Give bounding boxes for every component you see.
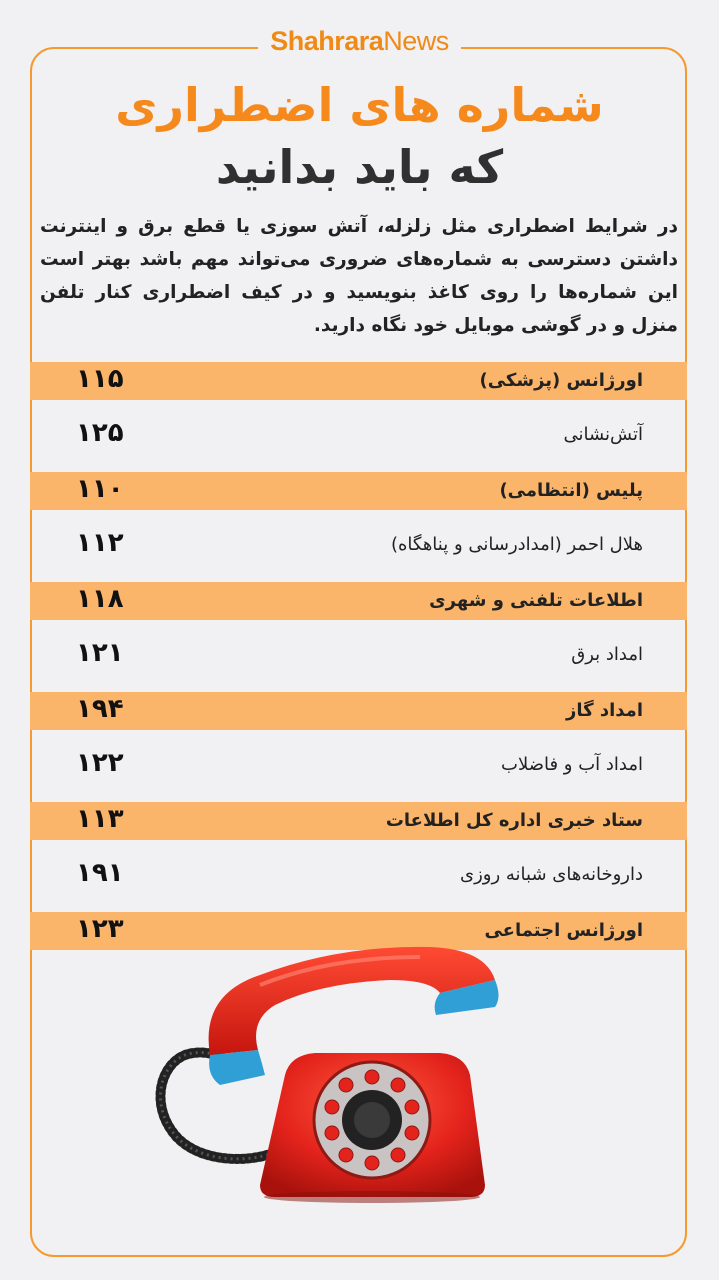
service-number: ۱۱۸ bbox=[76, 584, 124, 614]
page-subtitle: که باید بدانید bbox=[215, 140, 504, 194]
table-row bbox=[30, 400, 687, 472]
table-row bbox=[30, 730, 687, 802]
service-label: پلیس (انتظامی) bbox=[499, 480, 643, 501]
service-label: ستاد خبری اداره کل اطلاعات bbox=[385, 810, 643, 831]
table-row bbox=[30, 510, 687, 582]
brand-logo: ShahraraNews bbox=[0, 26, 719, 57]
service-label: امداد برق bbox=[571, 644, 643, 665]
rotary-telephone-icon bbox=[140, 935, 520, 1205]
service-number: ۱۱۳ bbox=[76, 804, 124, 834]
emergency-numbers-table bbox=[30, 362, 687, 950]
table-row bbox=[30, 472, 687, 510]
service-number: ۱۱۲ bbox=[76, 528, 124, 558]
service-label: اطلاعات تلفنی و شهری bbox=[429, 590, 643, 611]
service-label: هلال احمر (امدادرسانی و پناهگاه) bbox=[390, 534, 643, 555]
table-row bbox=[30, 362, 687, 400]
intro-paragraph: در شرایط اضطراری مثل زلزله، آتش سوزی یا قطع برق و اینترنت داشتن دسترسی به شماره‌های ضروری می‌تواند مهم باشد بهتر است این شماره‌ها را روی کاغذ بنویسید و در کیف اضطراری کنار تلفن منزل و در گوشی موبایل خود نگاه دارید. bbox=[40, 216, 678, 336]
service-number: ۱۹۱ bbox=[76, 858, 124, 888]
service-label: امداد گاز bbox=[566, 700, 643, 721]
service-label: داروخانه‌های شبانه روزی bbox=[459, 864, 643, 885]
service-number: ۱۹۴ bbox=[76, 694, 124, 724]
service-label: اورژانس اجتماعی bbox=[484, 920, 643, 941]
service-number: ۱۱۰ bbox=[76, 474, 124, 504]
table-row bbox=[30, 582, 687, 620]
table-row bbox=[30, 840, 687, 912]
service-label: امداد آب و فاضلاب bbox=[501, 754, 643, 775]
service-number: ۱۲۵ bbox=[76, 418, 124, 448]
service-label: اورژانس (پزشکی) bbox=[479, 370, 643, 391]
table-row bbox=[30, 692, 687, 730]
service-label: آتش‌نشانی bbox=[563, 424, 643, 445]
service-number: ۱۲۲ bbox=[76, 748, 124, 778]
table-row bbox=[30, 620, 687, 692]
page-title: شماره های اضطراری bbox=[115, 78, 604, 132]
service-number: ۱۲۳ bbox=[76, 914, 124, 944]
table-row bbox=[30, 802, 687, 840]
service-number: ۱۲۱ bbox=[76, 638, 124, 668]
service-number: ۱۱۵ bbox=[76, 364, 124, 394]
